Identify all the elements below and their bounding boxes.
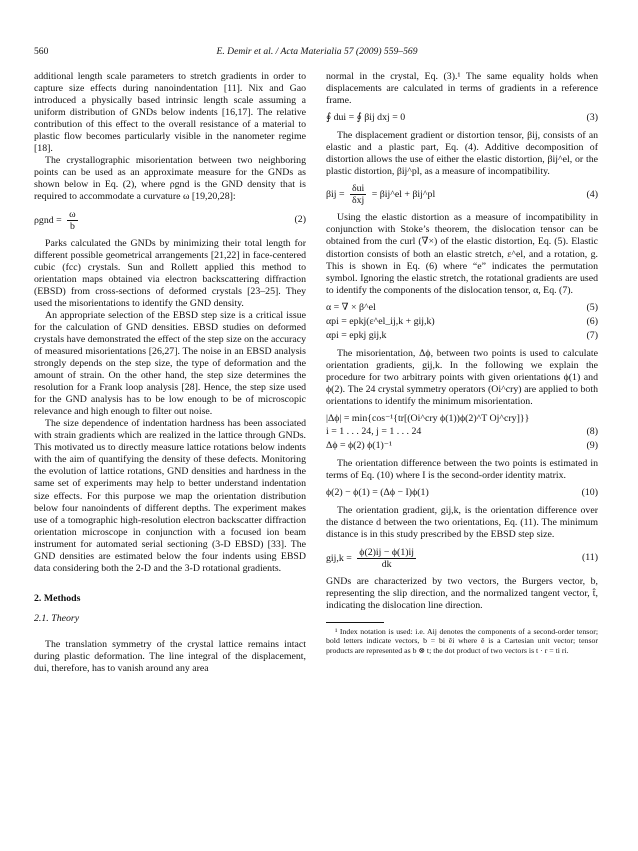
paragraph: The displacement gradient or distortion tensor, βij, consists of an elastic and a plastic part, Eq. (4). Additive decomposition of distortion allows the use of either the elastic distortion, βij^el, or the plastic distortion, βij^pl, as a measure of incompatibility.	[326, 130, 598, 178]
equation-5	[326, 302, 598, 314]
subsection-heading: 2.1. Theory	[34, 612, 80, 624]
equation-number: (5)	[586, 301, 598, 313]
equation-3	[326, 112, 598, 124]
paragraph: normal in the crystal, Eq. (3).¹ The same equality holds when displacements are calculated in terms of gradients in a reference frame.	[326, 71, 598, 107]
equation-number: (3)	[586, 112, 598, 124]
equation-8	[326, 426, 598, 438]
footnote: ¹ Index notation is used: i.e. Aij denotes the components of a second-order tensor; bold letters indicate vectors, b = bi êi where ê is a Cartesian unit vector; tensor products are represented as b ⊗ t; the dot product of two vectors is t · r = ti ri.	[326, 626, 598, 655]
equation-body: αpi = epkj gij,k	[326, 329, 387, 341]
paragraph: The orientation difference between the two points is estimated in terms of Eq. (10) where I is the second-order identity matrix.	[326, 458, 598, 482]
paragraph: The size dependence of indentation hardness has been associated with strain gradients which are realized in the lattice through GNDs. This motivated us to directly measure lattice rotations below indents with the aim of quantifying the density of these defects. Monitoring the evolution of lattice rotations, GND densities and hardness in the same set of experiments may help to better understand indentation size effects. For this purpose we map the orientation distribution below four nanoindents of different depths. The experiment makes use of a tomographic high-resolution electron backscatter diffraction orientation microscope in conjunction with a focused ion beam instrument for automated serial sectioning (3-D EBSD) [33]. The GND densities are estimated below the four indents using EBSD data considering both the 2-D and the 3-D rotational gradients.	[34, 418, 306, 574]
page-number: 560	[34, 46, 49, 57]
denominator: dk	[381, 558, 392, 570]
equation-11	[326, 547, 598, 570]
fraction	[67, 209, 77, 232]
equation-number: (6)	[586, 315, 598, 327]
numerator: ω	[69, 208, 76, 220]
equation-number: (4)	[586, 188, 598, 200]
equation-number: (7)	[586, 329, 598, 341]
right-column	[326, 71, 598, 655]
equation-number: (8)	[586, 426, 598, 438]
equation-rhs: = βij^el + βij^pl	[371, 189, 436, 201]
equation-lhs: βij =	[326, 189, 345, 201]
equation-number: (2)	[294, 213, 306, 225]
equation-body: i = 1 . . . 24, j = 1 . . . 24	[326, 426, 422, 438]
paragraph: GNDs are characterized by two vectors, the Burgers vector, b, representing the slip direction, and the normalized tangent vector, t̂, indicating the dislocation line direction.	[326, 575, 598, 611]
equation-number: (11)	[581, 551, 598, 563]
running-head: E. Demir et al. / Acta Materialia 57 (2009) 559–569	[216, 46, 418, 57]
fraction	[357, 547, 416, 570]
paragraph: Using the elastic distortion as a measure of incompatibility in conjunction with Stoke’s theorem, the dislocation tensor can be obtained from the curl (∇×) of the elastic distortion, Eq. (5). Elastic distortion consists of both an elastic stretch, ε^el, and a rotation, g. This is shown in Eq. (6) where “e” indicates the permutation symbol. Ignoring the elastic stretch, the rotational gradients are used to identify the components of the dislocation tensor, α, Eq. (7).	[326, 212, 598, 296]
equation-4	[326, 183, 598, 206]
page-header	[34, 46, 600, 60]
left-column	[34, 71, 306, 675]
equation-number: (9)	[586, 440, 598, 452]
equation-body: Δϕ = ϕ(2) ϕ(1)⁻¹	[326, 440, 392, 452]
equation-body: ϕ(2) − ϕ(1) = (Δϕ − I)ϕ(1)	[326, 487, 429, 499]
equation-lhs: ρgnd =	[34, 214, 62, 226]
equation-body: |Δϕ| = min{cos⁻¹{tr[(Oi^cry ϕ(1))ϕ(2)^T Oj^cry]}}	[326, 413, 530, 425]
equation-10	[326, 487, 598, 499]
paragraph: The crystallographic misorientation between two neighboring points can be used as an approximate measure for the GNDs as shown below in Eq. (2), where ρgnd is the GND density that is required to accommodate a curvature ω [19,20,28]:	[34, 155, 306, 203]
numerator: ϕ(2)ij − ϕ(1)ij	[359, 546, 414, 558]
paragraph: An appropriate selection of the EBSD step size is a critical issue for the calculation of GND densities. EBSD studies on deformed crystals have demonstrated the effect of the step size on the accuracy of measured misorientations [26,27]. The noise in an EBSD analysis strongly depends on the step size, the type of deformation and the amount of strain. On the other hand, the step size determines the resolution for a Frank loop analysis [28]. Hence, the step size used for the GND analysis has to be low enough to be of microscopic relevance and high enough to filter out noise.	[34, 309, 306, 418]
equation-2	[34, 209, 306, 232]
denominator: δxj	[351, 195, 365, 207]
fraction	[350, 183, 366, 206]
equation-9	[326, 440, 598, 452]
equation-body: α = ∇ × β^el	[326, 301, 376, 313]
paragraph: The orientation gradient, gij,k, is the orientation difference over the distance d between the two orientations, Eq. (11). The minimum distance is in this study prescribed by the EBSD step size.	[326, 505, 598, 541]
paragraph: additional length scale parameters to stretch gradients in order to capture size effects during nanoindentation [11]. Nix and Gao introduced a physically based intrinsic length scale assuming a uniform distribution of GNDs below indents [16,17]. The relative contribution of this effect to the overall resistance of a material to plastic flow becomes particularly visible in the nanometer regime [18].	[34, 71, 306, 155]
equation-body: ∮ dui = ∮ βij dxj = 0	[326, 112, 406, 124]
paragraph: The misorientation, Δϕ, between two points is used to calculate orientation gradients, gij,k. In the following we explain the procedure for two arbitrary points with given orientations ϕ(1) and ϕ(2). The 24 crystal symmetry operators (Oi^cry) are applied to both orientations to identify the minimum misorientation.	[326, 347, 598, 408]
paragraph: Parks calculated the GNDs by minimizing their total length for different possible geometrical arrangements [21,22] in face-centered cubic (fcc) crystals. Sun and Rollett applied this method to orientation maps obtained via electron backscattering diffraction (EBSD) from cross-sections of deformed crystals [23–25]. They used the misorientations to identify the GND density.	[34, 237, 306, 309]
equation-8a	[326, 413, 598, 425]
equation-7	[326, 330, 598, 342]
equation-number: (10)	[581, 487, 598, 499]
numerator: δui	[351, 183, 365, 195]
equation-6	[326, 316, 598, 328]
paragraph: The translation symmetry of the crystal lattice remains intact during plastic deformation. The line integral of the displacement, dui, therefore, has to vanish around any area	[34, 638, 306, 675]
equation-lhs: gij,k =	[326, 552, 352, 564]
footnote-rule	[326, 622, 384, 623]
section-heading: 2. Methods	[34, 592, 81, 604]
equation-body: αpi = epkj(ε^el_ij,k + gij,k)	[326, 315, 435, 327]
denominator: b	[69, 220, 75, 232]
